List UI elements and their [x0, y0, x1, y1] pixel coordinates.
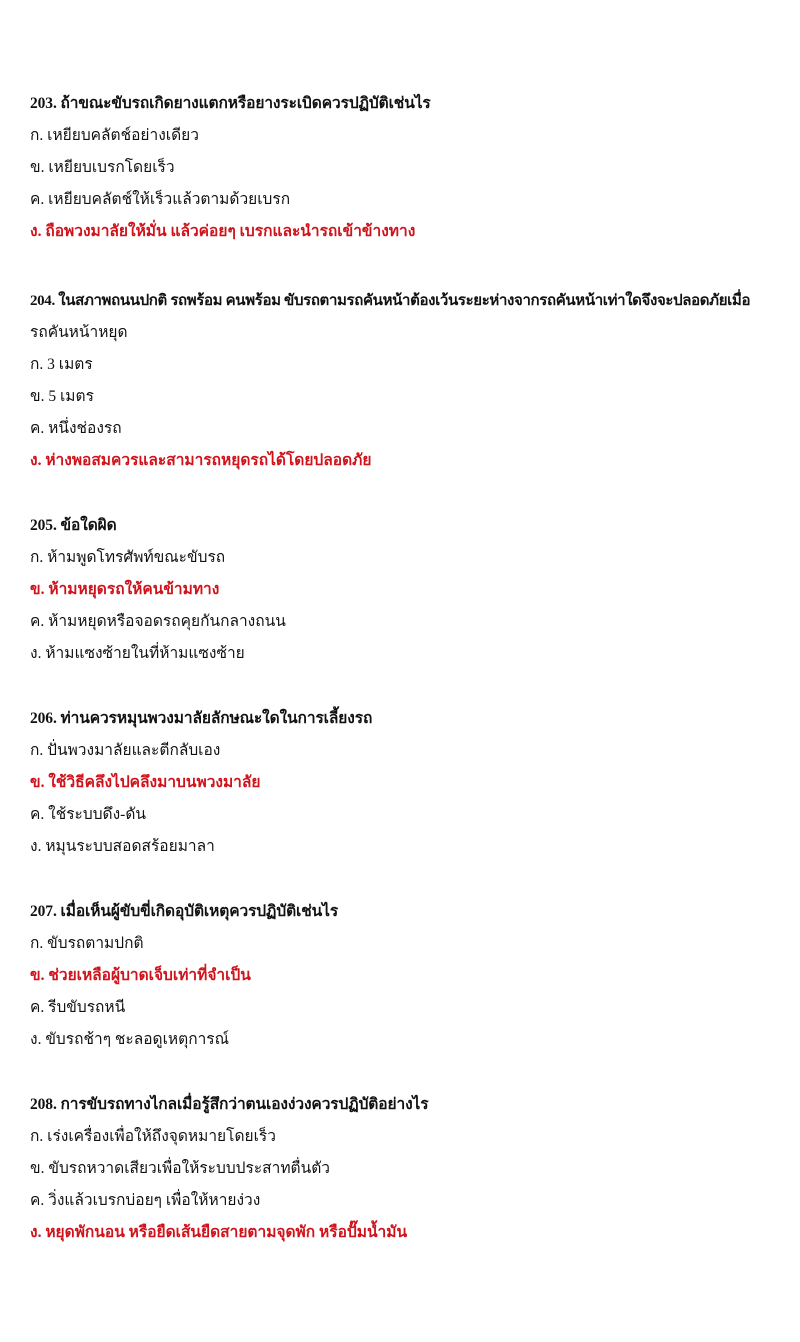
option-text: เหยียบเบรกโดยเร็ว — [48, 159, 175, 176]
option-d-correct-answer — [30, 216, 800, 248]
option-label: ก. — [30, 935, 44, 952]
question-title — [30, 88, 800, 120]
option-b-correct-answer — [30, 960, 800, 992]
option-label: ก. — [30, 549, 44, 566]
option-a — [30, 542, 800, 574]
option-label: ก. — [30, 127, 44, 144]
option-text: ถือพวงมาลัยให้มั่น แล้วค่อยๆ เบรกและนำรถเข้าข้างทาง — [45, 223, 416, 240]
option-text: หนึ่งช่องรถ — [48, 420, 122, 437]
question-text: เมื่อเห็นผู้ขับขี่เกิดอุบัติเหตุควรปฏิบัติเช่นไร — [60, 903, 339, 920]
option-b — [30, 1153, 800, 1185]
option-text: วิ่งแล้วเบรกบ่อยๆ เพื่อให้หายง่วง — [48, 1192, 261, 1209]
option-c — [30, 606, 800, 638]
question-title — [30, 703, 800, 735]
option-text: ห้ามแซงซ้ายในที่ห้ามแซงซ้าย — [45, 645, 245, 662]
question-204 — [30, 285, 800, 477]
option-text: ใช้วิธีคลึงไปคลึงมาบนพวงมาลัย — [48, 774, 261, 791]
option-c — [30, 799, 800, 831]
question-208 — [30, 1089, 800, 1249]
question-title — [30, 285, 800, 317]
option-d — [30, 831, 800, 863]
option-label: ง. — [30, 1224, 42, 1241]
option-d-correct-answer — [30, 1217, 800, 1249]
option-text: ห้ามพูดโทรศัพท์ขณะขับรถ — [47, 549, 226, 566]
question-207 — [30, 896, 800, 1056]
option-label: ง. — [30, 645, 42, 662]
option-label: ก. — [30, 356, 44, 373]
question-number: 206. — [30, 710, 57, 727]
spacer — [30, 670, 800, 703]
option-text: 5 เมตร — [48, 388, 94, 405]
spacer — [30, 248, 800, 285]
question-text: ท่านควรหมุนพวงมาลัยลักษณะใดในการเลี้ยงรถ — [60, 710, 373, 727]
question-text: ในสภาพถนนปกติ รถพร้อม คนพร้อม ขับรถตามรถคันหน้าต้องเว้นระยะห่างจากรถคันหน้าเท่าใดจึงจะปลอดภัยเมื่อ — [58, 293, 751, 309]
option-label: ง. — [30, 838, 42, 855]
option-a — [30, 120, 800, 152]
option-label: ง. — [30, 1031, 42, 1048]
option-a — [30, 928, 800, 960]
question-number: 208. — [30, 1096, 57, 1113]
option-b-correct-answer — [30, 574, 800, 606]
question-number: 205. — [30, 517, 57, 534]
question-title — [30, 510, 800, 542]
option-text: ขับรถช้าๆ ชะลอดูเหตุการณ์ — [45, 1031, 229, 1048]
option-c — [30, 413, 800, 445]
option-a — [30, 349, 800, 381]
question-text: ถ้าขณะขับรถเกิดยางแตกหรือยางระเบิดควรปฏิบัติเช่นไร — [60, 95, 431, 112]
option-a — [30, 735, 800, 767]
option-b — [30, 152, 800, 184]
option-label: ข. — [30, 581, 45, 598]
option-label: ค. — [30, 1192, 45, 1209]
option-d-correct-answer — [30, 445, 800, 477]
question-number: 203. — [30, 95, 57, 112]
option-text: เร่งเครื่องเพื่อให้ถึงจุดหมายโดยเร็ว — [47, 1128, 276, 1145]
option-label: ค. — [30, 420, 45, 437]
option-c — [30, 992, 800, 1024]
option-text: ขับรถตามปกติ — [47, 935, 144, 952]
option-label: ข. — [30, 159, 45, 176]
option-text: ห้ามหยุดหรือจอดรถคุยกันกลางถนน — [48, 613, 286, 630]
question-title — [30, 896, 800, 928]
option-text: ใช้ระบบดึง-ดัน — [48, 806, 146, 823]
option-label: ง. — [30, 223, 42, 240]
option-text: ห่างพอสมควรและสามารถหยุดรถได้โดยปลอดภัย — [45, 452, 372, 469]
option-label: ค. — [30, 999, 45, 1016]
option-label: ข. — [30, 388, 45, 405]
question-number: 207. — [30, 903, 57, 920]
option-label: ค. — [30, 191, 45, 208]
option-b-correct-answer — [30, 767, 800, 799]
option-label: ข. — [30, 1160, 45, 1177]
option-a — [30, 1121, 800, 1153]
option-text: เหยียบคลัตช์อย่างเดียว — [47, 127, 199, 144]
option-label: ค. — [30, 613, 45, 630]
option-c — [30, 184, 800, 216]
option-d — [30, 1024, 800, 1056]
option-text: 3 เมตร — [47, 356, 93, 373]
spacer — [30, 477, 800, 510]
option-label: ก. — [30, 742, 44, 759]
option-text: รีบขับรถหนี — [48, 999, 126, 1016]
option-text: หมุนระบบสอดสร้อยมาลา — [45, 838, 215, 855]
option-text: ขับรถหวาดเสียวเพื่อให้ระบบประสาทตื่นตัว — [48, 1160, 330, 1177]
question-203 — [30, 88, 800, 248]
question-number: 204. — [30, 293, 55, 309]
option-d — [30, 638, 800, 670]
option-label: ง. — [30, 452, 42, 469]
option-text: เหยียบคลัตช์ให้เร็วแล้วตามด้วยเบรก — [48, 191, 291, 208]
question-text: การขับรถทางไกลเมื่อรู้สึกว่าตนเองง่วงควรปฏิบัติอย่างไร — [60, 1096, 429, 1113]
option-label: ข. — [30, 774, 45, 791]
question-205 — [30, 510, 800, 670]
quiz-page — [30, 88, 800, 1249]
spacer — [30, 1056, 800, 1089]
option-text: ปั่นพวงมาลัยและตีกลับเอง — [47, 742, 221, 759]
option-label: ก. — [30, 1128, 44, 1145]
question-206 — [30, 703, 800, 863]
option-c — [30, 1185, 800, 1217]
option-label: ข. — [30, 967, 45, 984]
option-label: ค. — [30, 806, 45, 823]
question-text: ข้อใดผิด — [60, 517, 117, 534]
option-b — [30, 381, 800, 413]
option-text: หยุดพักนอน หรือยืดเส้นยืดสายตามจุดพัก หรือปั๊มน้ำมัน — [45, 1224, 408, 1241]
question-text-continuation: รถคันหน้าหยุด — [30, 324, 128, 341]
option-text: ห้ามหยุดรถให้คนข้ามทาง — [48, 581, 220, 598]
question-title — [30, 1089, 800, 1121]
spacer — [30, 863, 800, 896]
option-text: ช่วยเหลือผู้บาดเจ็บเท่าที่จำเป็น — [48, 967, 251, 984]
